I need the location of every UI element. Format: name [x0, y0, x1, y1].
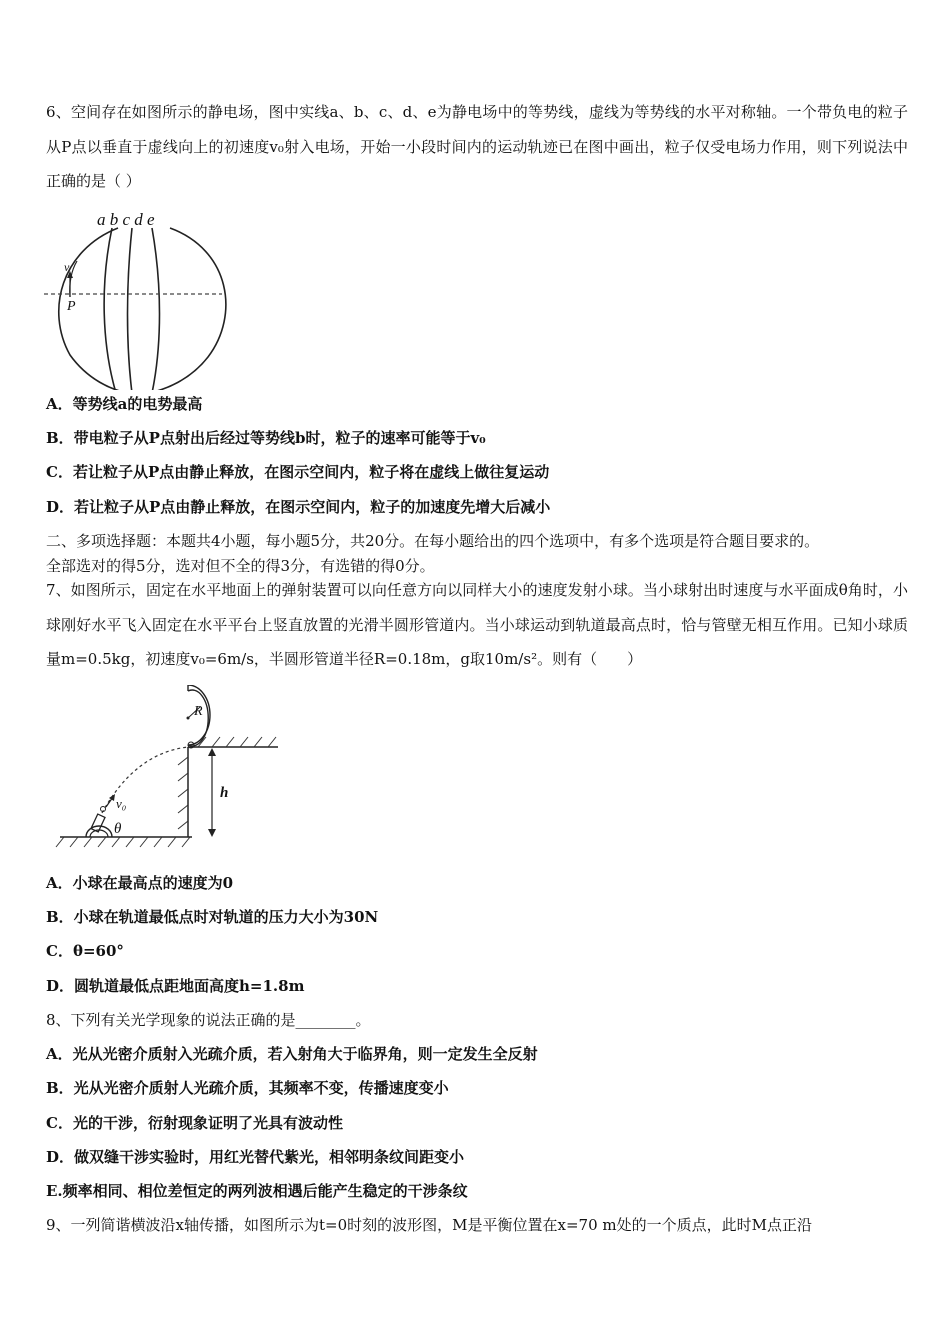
q7-option-a: A．小球在最高点的速度为0 [46, 874, 234, 892]
q7-option-b: B．小球在轨道最低点时对轨道的压力大小为30N [46, 908, 379, 926]
projectile-trajectory [102, 747, 188, 813]
equipotential-line-d [152, 228, 160, 390]
point-p-label: P [67, 299, 76, 314]
q8-option-b: B．光从光密介质射人光疏介质，其频率不变，传播速度变小 [46, 1079, 449, 1097]
ground-hatching [56, 837, 190, 847]
q8-option-e: E.频率相同、相位差恒定的两列波相遇后能产生稳定的干涉条纹 [46, 1182, 468, 1200]
q6-option-d: D．若让粒子从P点由静止释放，在图示空间内，粒子的加速度先增大后减小 [46, 498, 551, 516]
q8-option-d: D．做双缝干涉实验时，用红光替代紫光，相邻明条纹间距变小 [46, 1148, 465, 1166]
height-label: h [220, 785, 229, 801]
q9-stem: 9、一列简谐横波沿x轴传播，如图所示为t=0时刻的波形图，M是平衡位置在x=70 m处的一个质点，此时M点正沿 [46, 1216, 812, 1234]
q6-option-a: A．等势线a的电势最高 [46, 395, 203, 413]
q8-stem: 8、下列有关光学现象的说法正确的是________。 [46, 1011, 371, 1029]
q7-figure [50, 685, 290, 855]
launch-angle-label: θ [114, 821, 122, 837]
equipotential-line-b [104, 228, 116, 390]
q8-option-c: C．光的干涉，衍射现象证明了光具有波动性 [46, 1114, 343, 1132]
velocity-label: v [64, 260, 70, 274]
q8-option-a: A．光从光密介质射入光疏介质，若入射角大于临界角，则一定发生全反射 [46, 1045, 538, 1063]
q6-option-b: B．带电粒子从P点射出后经过等势线b时，粒子的速率可能等于v₀ [46, 429, 486, 447]
q6-figure-line-labels: a b c d e [97, 210, 155, 229]
launch-velocity-label: v₀ [116, 796, 127, 811]
q6-option-c: C．若让粒子从P点由静止释放，在图示空间内，粒子将在虚线上做往复运动 [46, 463, 550, 481]
q7-option-c: C．θ=60° [46, 942, 124, 960]
q7-option-d: D．圆轨道最低点距地面高度h=1.8m [46, 977, 305, 995]
radius-label: R [194, 704, 203, 719]
q6-stem: 6、空间存在如图所示的静电场，图中实线a、b、c、d、e为静电场中的等势线，虚线为等势线的水平对称轴。一个带负电的粒子从P点以垂直于虚线向上的初速度v₀射入电场，开始一小段时间内的运动轨迹已在图中画出，粒子仅受电场力作用，则下列说法中正确的是（ ） [46, 103, 908, 190]
platform-hatching [178, 737, 276, 829]
section2-line2: 全部选对的得5分，选对但不全的得3分，有选错的得0分。 [46, 557, 435, 575]
equipotential-line-c [128, 228, 133, 390]
q7-stem: 7、如图所示，固定在水平地面上的弹射装置可以向任意方向以同样大小的速度发射小球。当小球射出时速度与水平面成θ角时，小球刚好水平飞入固定在水平平台上竖直放置的光滑半圆形管道内。当小球运动到轨道最高点时，恰与管壁无相互作用。已知小球质量m=0.5kg，初速度v₀=6m/s，半圆形管道半径R=0.18m，g取10m/s²。则有（ ） [46, 581, 908, 668]
q6-figure [40, 205, 230, 390]
section2-line1: 二、多项选择题：本题共4小题，每小题5分，共20分。在每小题给出的四个选项中，有多个选项是符合题目要求的。 [46, 532, 820, 550]
launcher-barrel [91, 814, 105, 832]
